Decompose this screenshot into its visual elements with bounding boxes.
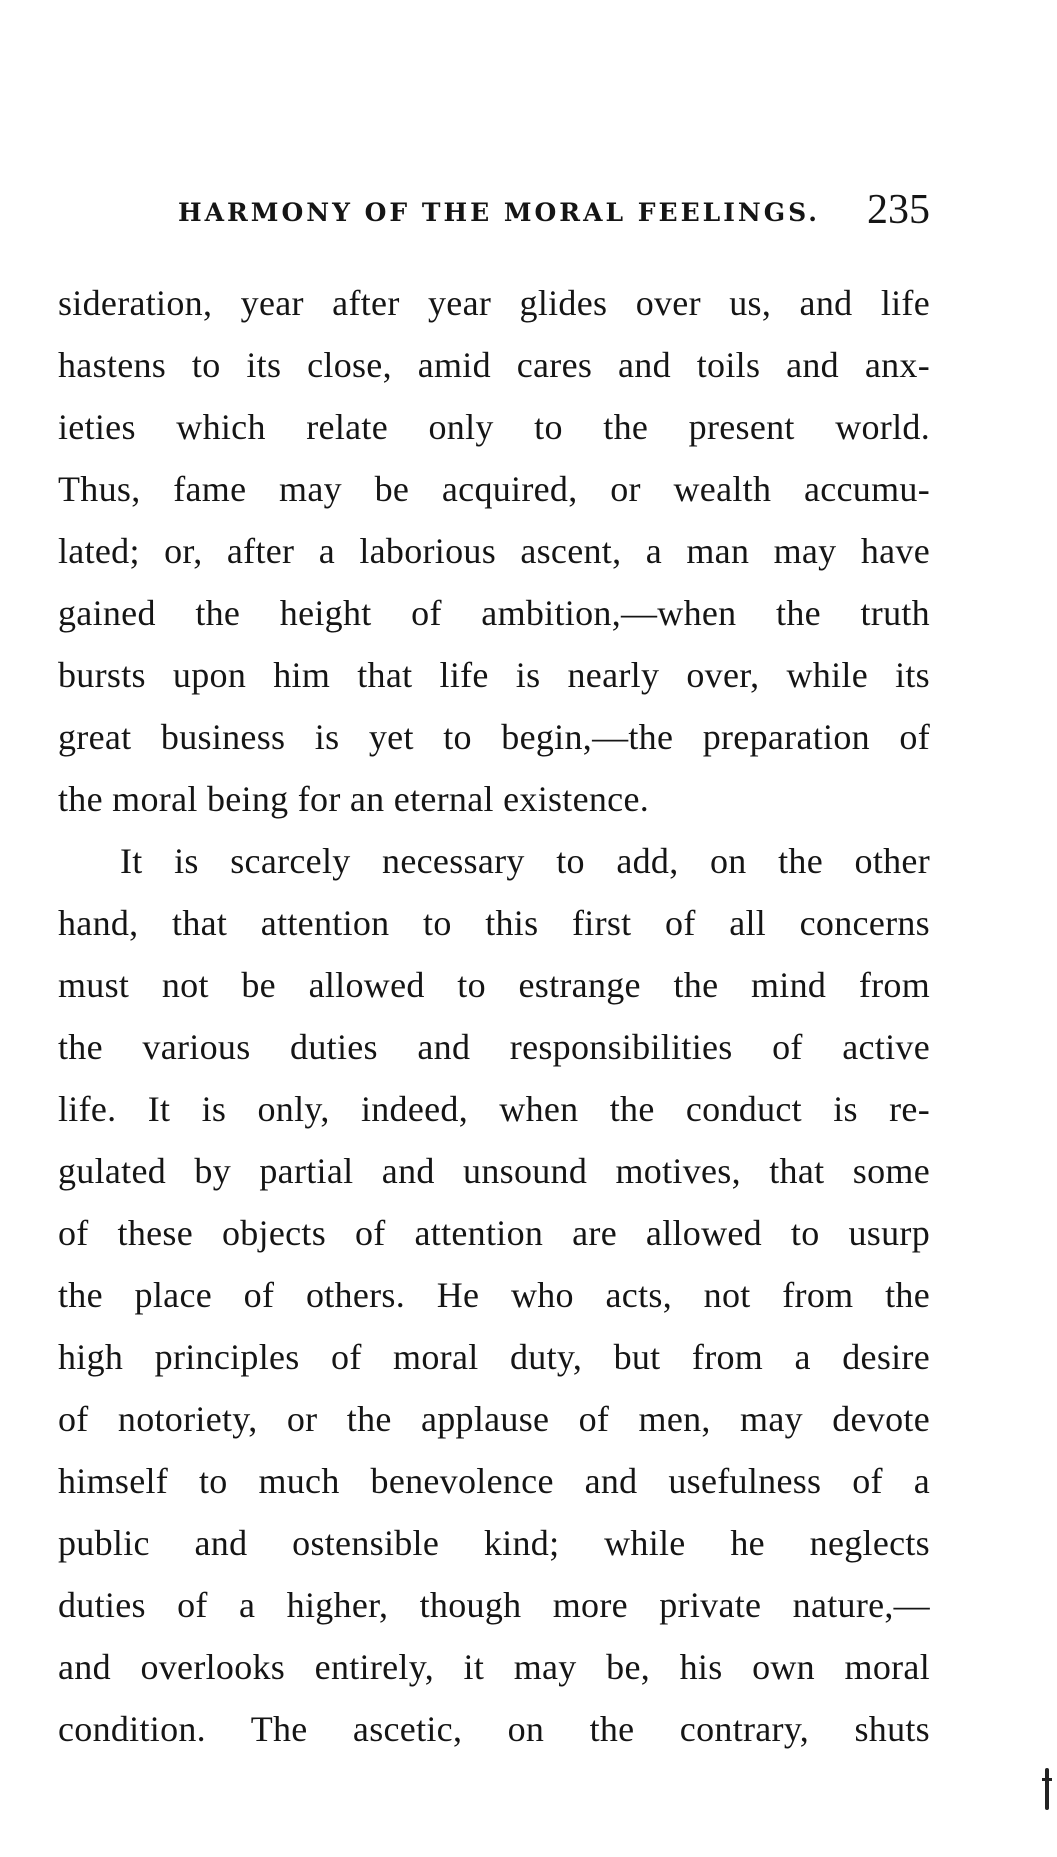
paragraph-start-line: It is scarcely necessary to add, on the other	[120, 841, 930, 881]
text-line: must not be allowed to estrange the mind from	[58, 965, 930, 1005]
page-number: 235	[867, 187, 930, 233]
text-line: sideration, year after year glides over us, and life	[58, 283, 930, 323]
text-line: bursts upon him that life is nearly over, while its	[58, 655, 930, 695]
text-line: the place of others. He who acts, not from the	[58, 1275, 930, 1315]
running-head	[60, 186, 930, 236]
text-line: hastens to its close, amid cares and toils and anx-	[58, 345, 930, 385]
running-title: HARMONY OF THE MORAL FEELINGS.	[178, 198, 820, 227]
text-line: hand, that attention to this first of all concerns	[58, 903, 930, 943]
text-line: great business is yet to begin,—the preparation of	[58, 717, 930, 757]
text-line: of notoriety, or the applause of men, may devote	[58, 1399, 930, 1439]
paragraph-end-line: the moral being for an eternal existence.	[58, 779, 650, 819]
text-line: himself to much benevolence and usefulness of a	[58, 1461, 930, 1501]
text-line: public and ostensible kind; while he neglects	[58, 1523, 930, 1563]
text-line: gained the height of ambition,—when the truth	[58, 593, 930, 633]
text-line: life. It is only, indeed, when the conduct is re-	[58, 1089, 930, 1129]
text-line: the various duties and responsibilities of active	[58, 1027, 930, 1067]
text-line: duties of a higher, though more private nature,—	[58, 1585, 930, 1625]
text-line: and overlooks entirely, it may be, his own moral	[58, 1647, 930, 1687]
text-line: lated; or, after a laborious ascent, a man may have	[58, 531, 930, 571]
text-line: high principles of moral duty, but from a desire	[58, 1337, 930, 1377]
text-line: gulated by partial and unsound motives, that some	[58, 1151, 930, 1191]
body-text	[58, 272, 930, 1760]
text-line: Thus, fame may be acquired, or wealth accumu-	[58, 469, 930, 509]
text-line: ieties which relate only to the present world.	[58, 407, 930, 447]
text-line: condition. The ascetic, on the contrary, shuts	[58, 1709, 930, 1749]
ink-blot-mark	[1045, 1768, 1049, 1810]
text-line: of these objects of attention are allowed to usurp	[58, 1213, 930, 1253]
